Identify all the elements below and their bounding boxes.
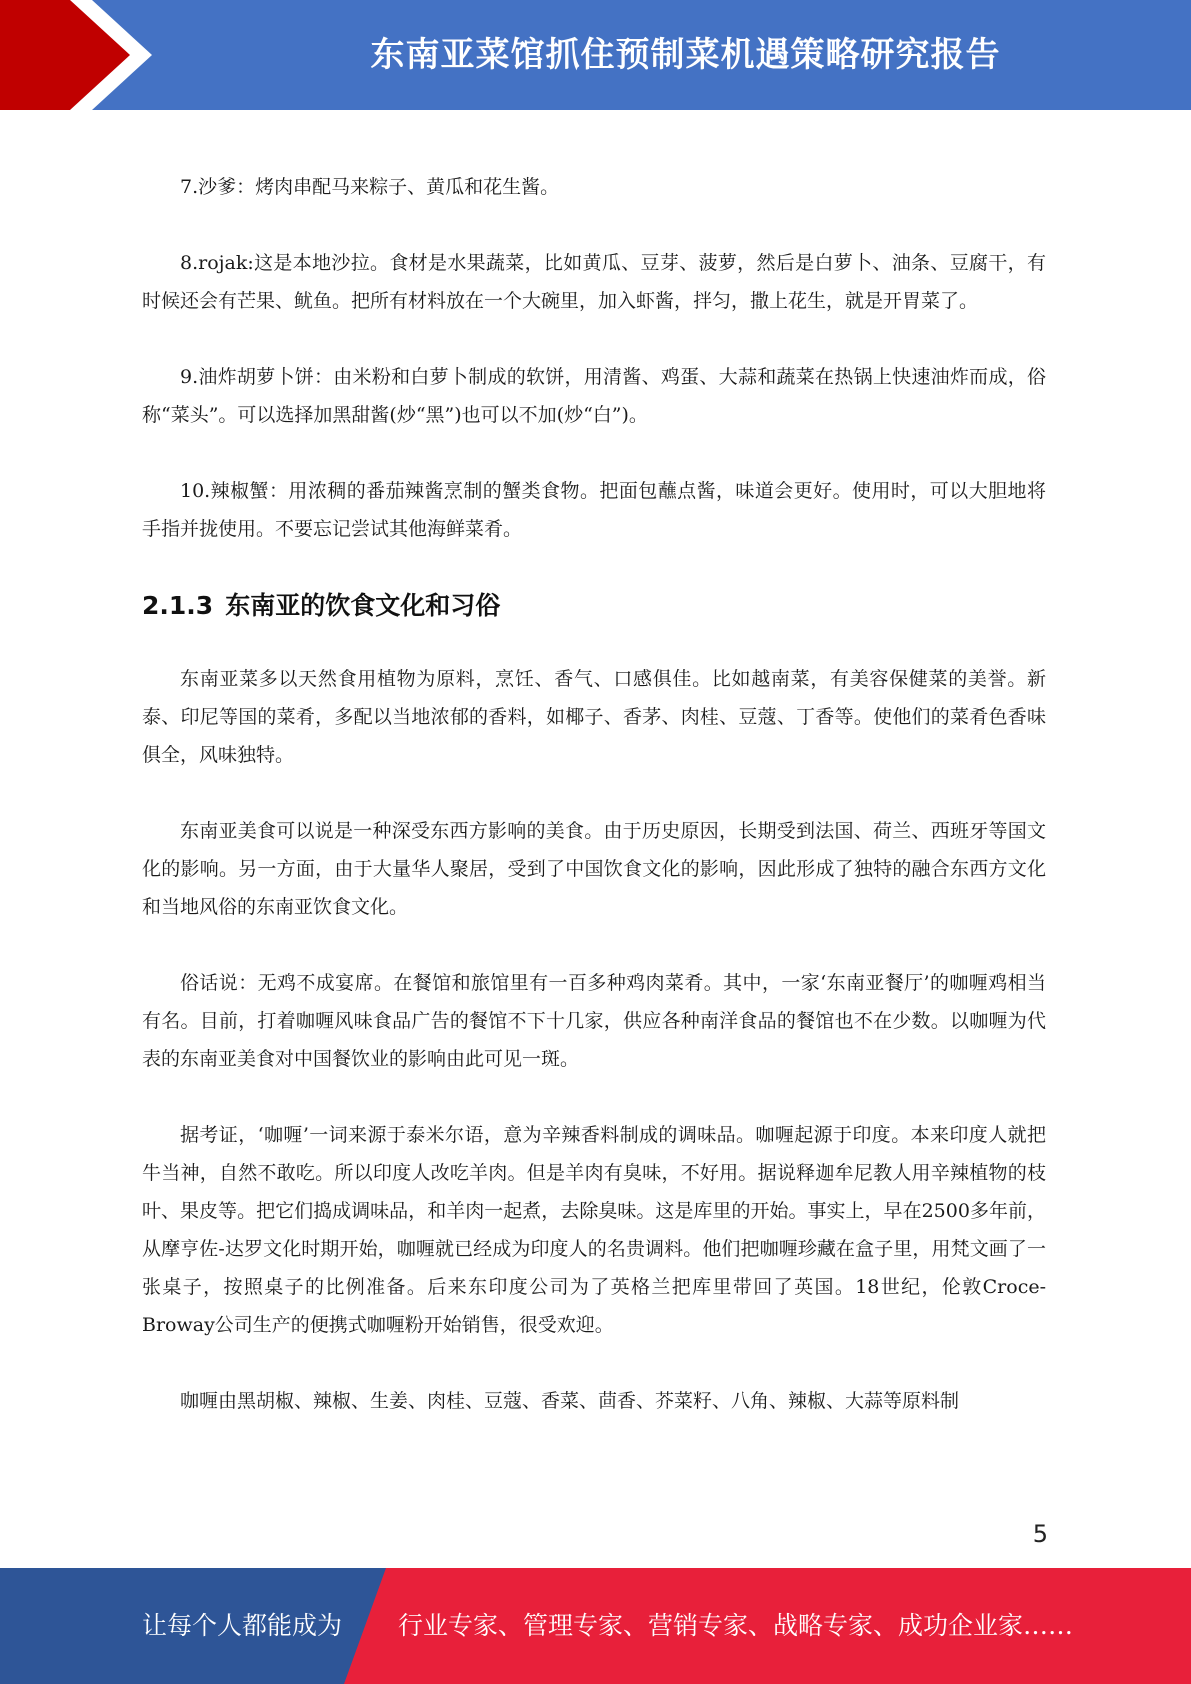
paragraph: 东南亚美食可以说是一种深受东西方影响的美食。由于历史原因，长期受到法国、荷兰、西班牙等国文化的影响。另一方面，由于大量华人聚居，受到了中国饮食文化的影响，因此形成了独特的融合东西方文化和当地风俗的东南亚饮食文化。 <box>142 820 1046 918</box>
header-arrow-decoration <box>0 0 160 110</box>
page-header <box>0 0 1191 110</box>
page-number: 5 <box>1032 1520 1048 1548</box>
paragraph: 东南亚菜多以天然食用植物为原料，烹饪、香气、口感俱佳。比如越南菜，有美容保健菜的美誉。新泰、印尼等国的菜肴，多配以当地浓郁的香料，如椰子、香茅、肉桂、豆蔻、丁香等。使他们的菜肴色香味俱全，风味独特。 <box>142 668 1046 766</box>
footer-slogan-right: 行业专家、管理专家、营销专家、战略专家、成功企业家…… <box>398 1611 1074 1640</box>
paragraph-item-10: 10.辣椒蟹：用浓稠的番茄辣酱烹制的蟹类食物。把面包蘸点酱，味道会更好。使用时，可以大胆地将手指并拢使用。不要忘记尝试其他海鲜菜肴。 <box>142 480 1046 540</box>
paragraph-item-8: 8.rojak:这是本地沙拉。食材是水果蔬菜，比如黄瓜、豆芽、菠萝，然后是白萝卜、油条、豆腐干，有时候还会有芒果、鱿鱼。把所有材料放在一个大碗里，加入虾酱，拌匀，撒上花生，就是开胃菜了。 <box>142 252 1046 312</box>
section-number: 2.1.3 <box>142 591 214 620</box>
page-footer <box>0 1568 1191 1684</box>
paragraph: 咖喱由黑胡椒、辣椒、生姜、肉桂、豆蔻、香菜、茴香、芥菜籽、八角、辣椒、大蒜等原料制 <box>180 1390 960 1412</box>
paragraph-item-9: 9.油炸胡萝卜饼：由米粉和白萝卜制成的软饼，用清酱、鸡蛋、大蒜和蔬菜在热锅上快速油炸而成，俗称“菜头”。可以选择加黑甜酱(炒“黑”)也可以不加(炒“白”)。 <box>142 366 1046 426</box>
paragraph: 俗话说：无鸡不成宴席。在餐馆和旅馆里有一百多种鸡肉菜肴。其中，一家‘东南亚餐厅’的咖喱鸡相当有名。目前，打着咖喱风味食品广告的餐馆不下十几家，供应各种南洋食品的餐馆也不在少数。以咖喱为代表的东南亚美食对中国餐饮业的影响由此可见一斑。 <box>142 972 1046 1070</box>
section-heading <box>142 586 1046 626</box>
document-body <box>142 168 1046 1458</box>
report-title: 东南亚菜馆抓住预制菜机遇策略研究报告 <box>370 35 1001 75</box>
section-title: 东南亚的饮食文化和习俗 <box>225 591 501 620</box>
paragraph: 据考证，‘咖喱’一词来源于泰米尔语，意为辛辣香料制成的调味品。咖喱起源于印度。本来印度人就把牛当神，自然不敢吃。所以印度人改吃羊肉。但是羊肉有臭味，不好用。据说释迦牟尼教人用辛辣植物的枝叶、果皮等。把它们捣成调味品，和羊肉一起煮，去除臭味。这是库里的开始。事实上，早在2500多年前，从摩亨佐-达罗文化时期开始，咖喱就已经成为印度人的名贵调料。他们把咖喱珍藏在盒子里，用梵文画了一张桌子，按照桌子的比例准备。后来东印度公司为了英格兰把库里带回了英国。18世纪，伦敦Croce-Broway公司生产的便携式咖喱粉开始销售，很受欢迎。 <box>142 1124 1046 1336</box>
footer-slogan-left: 让每个人都能成为 <box>142 1611 343 1640</box>
paragraph-item-7: 7.沙爹：烤肉串配马来粽子、黄瓜和花生酱。 <box>180 176 560 198</box>
